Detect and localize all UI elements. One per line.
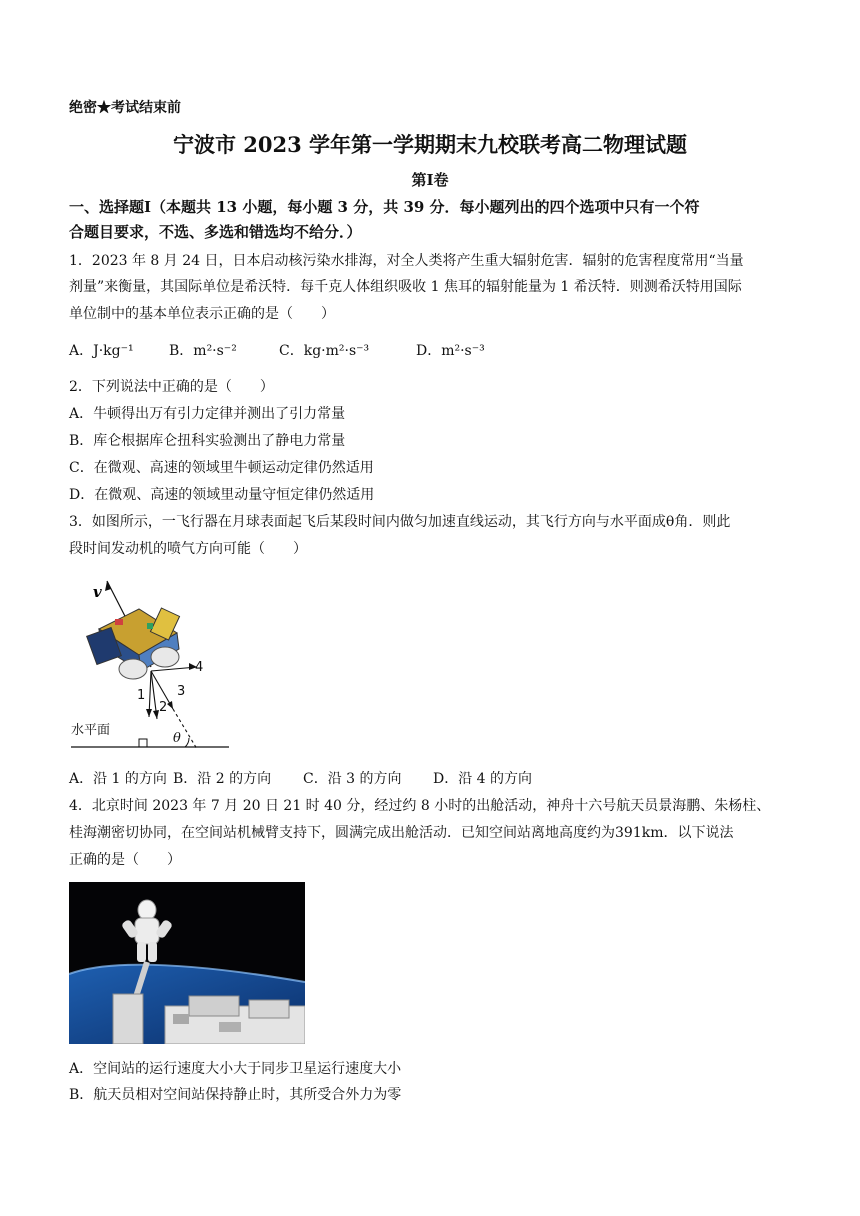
q4-option-a: A．空间站的运行速度大小大于同步卫星运行速度大小 <box>69 1061 402 1077</box>
q2-option-a: A．牛顿得出万有引力定律并测出了引力常量 <box>69 406 346 422</box>
exam-title: 宁波市 2023 学年第一学期期末九校联考高二物理试题 <box>172 132 688 157</box>
q3-options <box>69 769 532 789</box>
q3-stem-line1: 3．如图所示，一飞行器在月球表面起飞后某段时间内做匀加速直线运动，其飞行方向与水平面成θ角．则此 <box>69 514 731 530</box>
spacewalk-photo <box>69 882 305 1044</box>
q3-option-c: C．沿 3 的方向 <box>303 771 402 787</box>
direction-2-label: 2 <box>159 700 168 715</box>
q4-stem-line1: 4．北京时间 2023 年 7 月 20 日 21 时 40 分，经过约 8 小时的出舱活动，神舟十六号航天员景海鹏、朱杨柱、 <box>69 798 771 814</box>
ground-label: 水平面 <box>71 723 111 738</box>
q1-option-a: A．J·kg⁻¹ <box>69 343 134 359</box>
q2-stem: 2．下列说法中正确的是（ ） <box>69 379 274 395</box>
confidential-label: 绝密★考试结束前 <box>69 100 181 116</box>
q2-option-c: C．在微观、高速的领域里牛顿运动定律仍然适用 <box>69 460 374 476</box>
q1-option-c: C．kg·m²·s⁻³ <box>279 343 370 359</box>
direction-4-label: 4 <box>195 660 204 675</box>
direction-3-label: 3 <box>177 684 186 699</box>
q4-stem-line3: 正确的是（ ） <box>69 852 181 868</box>
velocity-label: v <box>93 583 102 601</box>
section-instructions-line1: 一、选择题Ⅰ（本题共 13 小题，每小题 3 分，共 39 分．每小题列出的四个选项中只有一个符 <box>69 198 700 216</box>
q3-option-a: A．沿 1 的方向 <box>69 771 167 787</box>
space-station-modules <box>113 994 305 1044</box>
q3-option-d: D．沿 4 的方向 <box>433 771 533 787</box>
q1-stem-line2: 剂量”来衡量，其国际单位是希沃特．每千克人体组织吸收 1 焦耳的辐射能量为 1 希沃特．则测希沃特用国际 <box>69 279 742 295</box>
q1-options <box>69 341 485 361</box>
q4-option-b: B．航天员相对空间站保持静止时，其所受合外力为零 <box>69 1087 402 1103</box>
q3-option-b: B．沿 2 的方向 <box>173 771 272 787</box>
q1-stem-line1: 1．2023 年 8 月 24 日，日本启动核污染水排海，对全人类将产生重大辐射危害．辐射的危害程度常用“当量 <box>69 253 744 269</box>
direction-1-label: 1 <box>137 688 146 703</box>
q4-stem-line2: 桂海潮密切协同，在空间站机械臂支持下，圆满完成出舱活动．已知空间站离地高度约为391km．以下说法 <box>69 825 734 841</box>
theta-label: θ <box>173 731 181 746</box>
lander-diagram <box>69 571 237 756</box>
q2-option-b: B．库仑根据库仑扭科实验测出了静电力常量 <box>69 433 346 449</box>
q1-option-d: D．m²·s⁻³ <box>416 343 485 359</box>
q1-stem-line3: 单位制中的基本单位表示正确的是（ ） <box>69 306 335 322</box>
q3-stem-line2: 段时间发动机的喷气方向可能（ ） <box>69 541 307 557</box>
section-instructions-line2: 合题目要求，不选、多选和错选均不给分．） <box>69 223 362 241</box>
q2-option-d: D．在微观、高速的领域里动量守恒定律仍然适用 <box>69 487 375 503</box>
volume-label: 第Ⅰ卷 <box>411 171 449 189</box>
q1-option-b: B．m²·s⁻² <box>169 343 237 359</box>
